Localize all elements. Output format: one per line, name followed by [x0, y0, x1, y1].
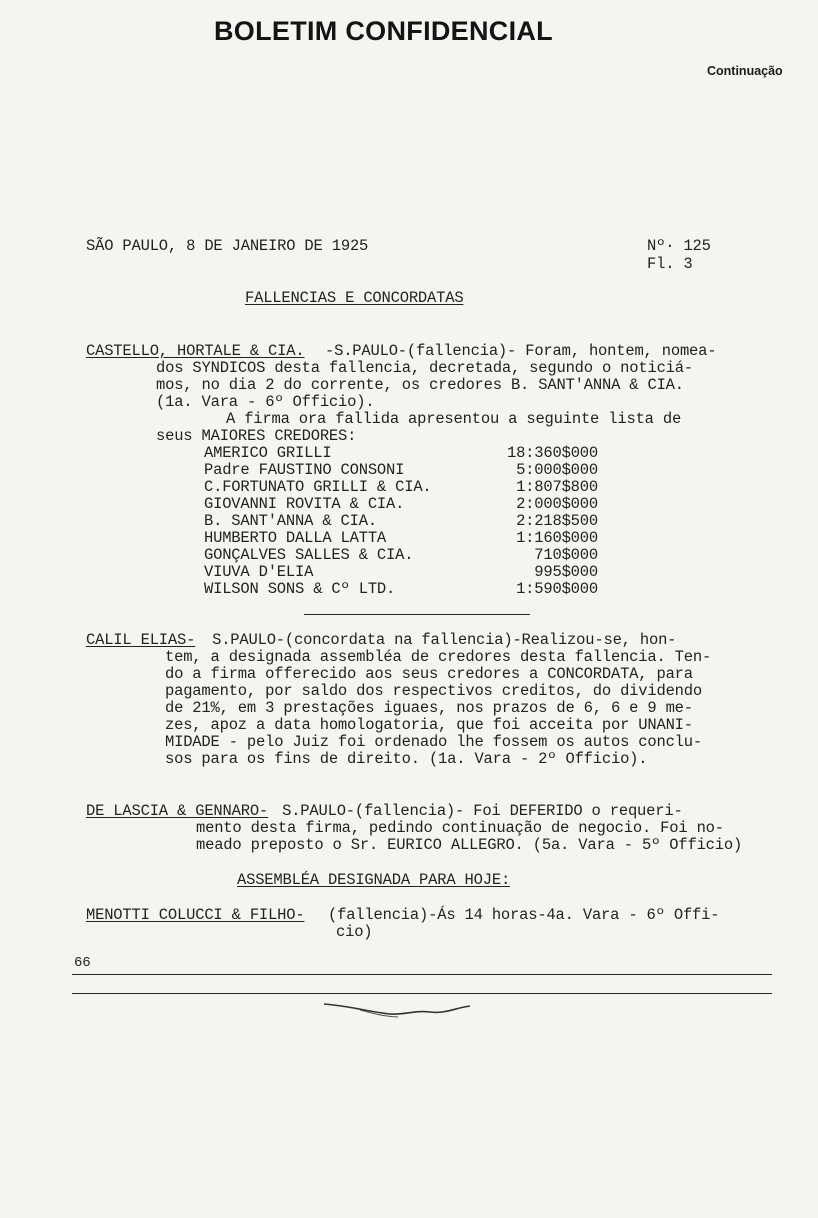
entry-text-line: dos SYNDICOS desta fallencia, decretada, segundo o noticiá-: [156, 359, 693, 377]
creditor-name: Padre FAUSTINO CONSONI: [204, 461, 405, 479]
creditor-amount: 18:360$000: [506, 444, 598, 462]
creditor-name: GIOVANNI ROVITA & CIA.: [204, 495, 405, 513]
bulletin-number: Nº· 125: [647, 237, 711, 255]
entry-text-line: de 21%, em 3 prestações iguaes, nos prazos de 6, 6 e 9 me-: [165, 699, 693, 717]
entry-text-line: sos para os fins de direito. (1a. Vara - 2º Officio).: [165, 750, 648, 768]
entry-name: MENOTTI COLUCCI & FILHO-: [86, 906, 305, 924]
entry-text-line: meado preposto o Sr. EURICO ALLEGRO. (5a. Vara - 5º Officio): [196, 836, 743, 854]
creditor-name: AMERICO GRILLI: [204, 444, 332, 462]
entry-text-line: A firma ora fallida apresentou a seguinte lista de: [226, 410, 682, 428]
footer-rule-bottom: [72, 993, 772, 994]
entry-name: CASTELLO, HORTALE & CIA.: [86, 342, 305, 360]
handwritten-flourish: [320, 998, 500, 1024]
entry-text-line: -S.PAULO-(fallencia)- Foram, hontem, nomea-: [325, 342, 717, 360]
entry-text-line: MIDADE - pelo Juiz foi ordenado lhe fossem os autos conclu-: [165, 733, 702, 751]
entry-text-line: S.PAULO-(concordata na fallencia)-Realizou-se, hon-: [203, 631, 677, 649]
creditor-amount: 710$000: [534, 546, 598, 564]
entry-text-line: do a firma offerecido aos seus credores a CONCORDATA, para: [165, 665, 693, 683]
entry-text-line: pagamento, por saldo dos respectivos creditos, do dividendo: [165, 682, 702, 700]
creditor-amount: 2:000$000: [516, 495, 598, 513]
creditor-name: HUMBERTO DALLA LATTA: [204, 529, 387, 547]
creditor-amount: 2:218$500: [516, 512, 598, 530]
creditor-name: GONÇALVES SALLES & CIA.: [204, 546, 414, 564]
city-date: SÃO PAULO, 8 DE JANEIRO DE 1925: [86, 237, 369, 255]
entry-text-line: S.PAULO-(fallencia)- Foi DEFERIDO o requeri-: [273, 802, 683, 820]
creditor-name: C.FORTUNATO GRILLI & CIA.: [204, 478, 432, 496]
entry-name: DE LASCIA & GENNARO-: [86, 802, 269, 820]
folio-number: Fl. 3: [647, 255, 693, 273]
page-mark: 66: [74, 955, 91, 971]
footer-rule-top: [72, 974, 772, 975]
creditor-name: B. SANT'ANNA & CIA.: [204, 512, 377, 530]
creditor-amount: 1:590$000: [516, 580, 598, 598]
creditor-amount: 1:807$800: [516, 478, 598, 496]
entry-text-line: zes, apoz a data homologatoria, que foi acceita por UNANI-: [165, 716, 693, 734]
entry-name: CALIL ELIAS-: [86, 631, 196, 649]
entry-text-line: (1a. Vara - 6º Officio).: [156, 393, 375, 411]
section-title: FALLENCIAS E CONCORDATAS: [245, 289, 464, 307]
separator-rule: [304, 614, 530, 615]
masthead-title: BOLETIM CONFIDENCIAL: [214, 16, 553, 46]
creditor-name: VIUVA D'ELIA: [204, 563, 314, 581]
entry-text-line: cio): [336, 923, 373, 941]
entry-text-line: seus MAIORES CREDORES:: [156, 427, 357, 445]
entry-text-line: mento desta firma, pedindo continuação de negocio. Foi no-: [196, 819, 724, 837]
creditor-amount: 1:160$000: [516, 529, 598, 547]
creditor-amount: 995$000: [534, 563, 598, 581]
entry-text-line: (fallencia)-Ás 14 horas-4a. Vara - 6º Offi-: [328, 906, 720, 924]
continuation-label: Continuação: [707, 64, 783, 78]
entry-text-line: tem, a designada assembléa de credores desta fallencia. Ten-: [165, 648, 712, 666]
assembly-title: ASSEMBLÉA DESIGNADA PARA HOJE:: [237, 871, 511, 889]
creditor-amount: 5:000$000: [516, 461, 598, 479]
entry-text-line: mos, no dia 2 do corrente, os credores B. SANT'ANNA & CIA.: [156, 376, 684, 394]
creditor-name: WILSON SONS & Cº LTD.: [204, 580, 396, 598]
